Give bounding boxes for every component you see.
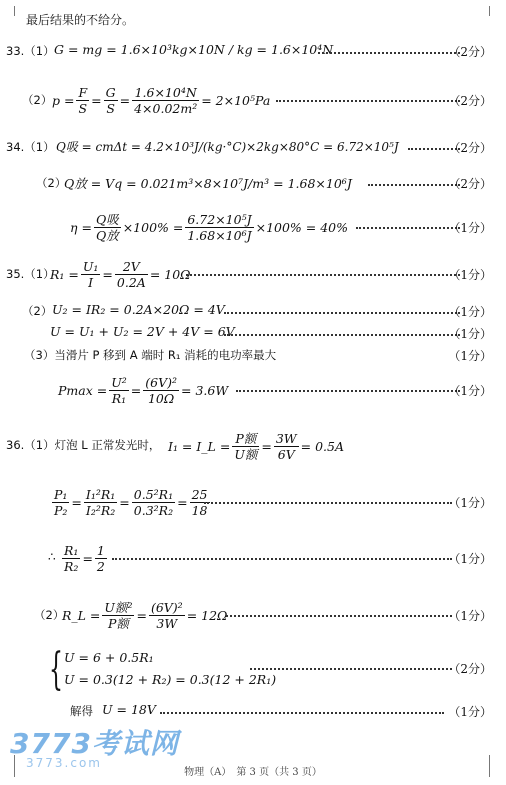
top-note: 最后结果的不给分。 bbox=[26, 13, 135, 27]
numerator: 0.5²R₁ bbox=[133, 486, 174, 502]
q35-p3-score: （1分） bbox=[448, 349, 492, 363]
q34-p1-formula: Q吸 = cmΔt = 4.2×10³J/(kg·°C)×2kg×80°C = 6.72×10⁵J bbox=[56, 140, 399, 154]
formula-lhs: Pmax = bbox=[58, 382, 108, 398]
numerator: R₁ bbox=[64, 542, 79, 558]
denominator: S bbox=[104, 100, 118, 116]
q33-p1-score: （2分） bbox=[448, 45, 492, 59]
numerator: 6.72×10⁵J bbox=[187, 211, 252, 227]
dot-leader bbox=[318, 52, 460, 54]
dot-leader bbox=[186, 274, 460, 276]
dot-leader bbox=[112, 558, 452, 560]
formula-rhs: ×100% = 40% bbox=[255, 219, 349, 235]
q34-p2-label: （2） bbox=[36, 176, 67, 190]
q35-p2b-formula: U = U₁ + U₂ = 2V + 4V = 6V bbox=[50, 324, 235, 339]
numerator: (6V)² bbox=[150, 599, 183, 615]
denominator: 10Ω bbox=[143, 390, 179, 406]
formula-rhs: = 2×10⁵Pa bbox=[201, 92, 271, 108]
q36-label: 36.（1）灯泡 L 正常发光时， bbox=[6, 438, 161, 452]
denominator: 6V bbox=[274, 446, 299, 462]
q35-p2b-score: （1分） bbox=[448, 327, 492, 341]
dot-leader bbox=[226, 615, 452, 617]
q35-p2-formula: U₂ = IR₂ = 0.2A×20Ω = 4V bbox=[52, 302, 225, 317]
crop-mark-top-right bbox=[489, 6, 504, 16]
fraction bbox=[104, 85, 118, 116]
q35-pmax-score: （1分） bbox=[448, 384, 492, 398]
resistance-ratio-formula: $\frac{\text{R₁}}{\text{R₂}}$ = $\frac{1}{2}$ bbox=[64, 542, 105, 574]
q34-part2 bbox=[0, 172, 506, 192]
dot-leader bbox=[356, 227, 460, 229]
q35-label: 35.（1） bbox=[6, 267, 55, 281]
denominator: I bbox=[81, 274, 101, 290]
formula-lhs: R₁ = bbox=[50, 266, 79, 282]
q34-part1 bbox=[0, 136, 506, 156]
numerator: U₁ bbox=[82, 258, 99, 274]
numerator: 1 bbox=[96, 542, 105, 558]
q33-part2 bbox=[0, 82, 506, 122]
watermark-brand: 3773考试网 bbox=[10, 727, 179, 760]
denominator: P₂ bbox=[54, 502, 68, 518]
q36-p2-label: （2） bbox=[34, 608, 65, 622]
fraction bbox=[132, 85, 199, 116]
numerator: Q吸 bbox=[95, 211, 119, 227]
q34-p2-formula: Q放 = Vq = 0.021m³×8×10⁷J/m³ = 1.68×10⁶J bbox=[64, 176, 352, 191]
q35-p2-score: （1分） bbox=[448, 305, 492, 319]
denominator: 18 bbox=[191, 502, 208, 518]
denominator: 0.2A bbox=[116, 274, 146, 290]
fraction bbox=[109, 375, 129, 406]
power-ratio-formula: $\frac{\text{P₁}}{\text{P₂}}$ = $\frac{\text{I₁²R₁}}{\text{I₂²R₂}}$ = $\frac{\text{0.5²R₁}}{\text{0.3²R₂}}$ = $\frac{25}{18}$ bbox=[54, 486, 208, 518]
numerator: P₁ bbox=[54, 486, 68, 502]
denominator: Q放 bbox=[95, 227, 119, 243]
dot-leader bbox=[204, 502, 452, 504]
fraction bbox=[52, 487, 69, 518]
denominator: I₂²R₂ bbox=[85, 502, 116, 518]
q33-p1-formula: G = mg = 1.6×10³kg×10N / kg = 1.6×10⁴N bbox=[54, 42, 334, 57]
formula-mid: ×100% = bbox=[122, 219, 184, 235]
q36-p2-score: （1分） bbox=[448, 609, 492, 623]
numerator: U额² bbox=[104, 599, 133, 615]
fraction bbox=[274, 431, 299, 462]
q35-p1-formula: R₁ = $\frac{\text{U₁}}{I}$ = $\frac{2V}{0.2A}$ = 10Ω bbox=[50, 258, 191, 290]
q33-part1 bbox=[0, 40, 506, 60]
denominator: 1.68×10⁶J bbox=[187, 227, 252, 243]
dot-leader bbox=[224, 312, 460, 314]
q35-p2-label: （2） bbox=[22, 304, 53, 318]
q34-efficiency bbox=[0, 208, 506, 248]
q36-resistance-ratio bbox=[0, 538, 506, 580]
q36-solve bbox=[0, 700, 506, 720]
dot-leader bbox=[276, 100, 460, 102]
watermark-site: 3773.com bbox=[26, 756, 102, 770]
formula-lhs: η = bbox=[70, 219, 92, 235]
numerator: P额 bbox=[235, 430, 257, 446]
q33-p2-label: （2） bbox=[22, 93, 53, 107]
q35-part1 bbox=[0, 256, 506, 294]
system-line-1: U = 6 + 0.5R₁ bbox=[64, 650, 154, 665]
q36-part2 bbox=[0, 594, 506, 638]
q34-eta-score: （1分） bbox=[448, 221, 492, 235]
numerator: 2V bbox=[122, 258, 140, 274]
q35-p1-score: （1分） bbox=[448, 268, 492, 282]
q35-part2b bbox=[0, 322, 506, 342]
q36-p1-formula: I₁ = I_L = $\frac{\text{P额}}{\text{U额}}$ = $\frac{3W}{6V}$ = 0.5A bbox=[168, 430, 345, 462]
fraction bbox=[76, 85, 89, 116]
numerator: F bbox=[78, 84, 88, 100]
numerator: 3W bbox=[275, 430, 297, 446]
crop-mark-top-left bbox=[0, 6, 15, 16]
q35-part2 bbox=[0, 300, 506, 320]
q34-p2-score: （2分） bbox=[448, 177, 492, 191]
pmax-formula: Pmax = $\frac{\text{U²}}{\text{R₁}}$ = $\frac{\text{(6V)²}}{10\Omega}$ = 3.6W bbox=[58, 374, 229, 406]
numerator: I₁²R₁ bbox=[85, 486, 116, 502]
fraction bbox=[102, 600, 134, 631]
q36-part1 bbox=[0, 426, 506, 468]
fraction bbox=[149, 600, 185, 631]
formula-lhs: I₁ = I_L = bbox=[168, 438, 231, 454]
fraction bbox=[185, 212, 253, 243]
numerator: U² bbox=[111, 374, 127, 390]
page-footer: 物理（A） 第 3 页（共 3 页） bbox=[184, 767, 322, 778]
q33-p2-formula: p = $\frac{F}{S}$ = $\frac{G}{S}$ = $\frac{\text{1.6×10⁴N}}{\text{4×0.02m²}}$ = 2×10⁵Pa bbox=[52, 84, 271, 116]
fraction bbox=[95, 543, 107, 574]
denominator: R₂ bbox=[64, 558, 79, 574]
therefore-symbol: ∴ bbox=[48, 550, 56, 564]
q36-power-ratio bbox=[0, 482, 506, 524]
formula-lhs: R_L = bbox=[62, 607, 101, 623]
dot-leader bbox=[236, 390, 460, 392]
fraction bbox=[143, 375, 179, 406]
formula-rhs: = 10Ω bbox=[149, 266, 191, 282]
denominator: R₁ bbox=[109, 390, 129, 406]
solve-formula: U = 18V bbox=[102, 702, 156, 717]
formula-rhs: = 12Ω bbox=[186, 607, 228, 623]
denominator: S bbox=[76, 100, 89, 116]
fraction bbox=[62, 543, 80, 574]
numerator: 25 bbox=[191, 486, 208, 502]
left-brace: { bbox=[49, 644, 63, 695]
q35-part3 bbox=[0, 344, 506, 364]
denominator: U额 bbox=[234, 446, 258, 462]
fraction bbox=[132, 487, 175, 518]
solve-label: 解得 bbox=[70, 704, 93, 718]
denominator: 4×0.02m² bbox=[134, 100, 198, 116]
denominator: 0.3²R₂ bbox=[133, 502, 174, 518]
efficiency-formula bbox=[70, 208, 348, 246]
numerator: 1.6×10⁴N bbox=[134, 84, 197, 100]
denominator: 2 bbox=[96, 558, 105, 574]
numerator: G bbox=[105, 84, 116, 100]
q34-label: 34.（1） bbox=[6, 140, 55, 154]
q36-equation-system bbox=[0, 644, 506, 695]
system-line-2: U = 0.3(12 + R₂) = 0.3(12 + 2R₁) bbox=[64, 672, 277, 687]
q36-solve-score: （1分） bbox=[448, 705, 492, 719]
fraction bbox=[115, 259, 148, 290]
q33-label: 33.（1） bbox=[6, 44, 55, 58]
dot-leader bbox=[160, 712, 444, 714]
q35-p3-text: （3）当滑片 P 移到 A 端时 R₁ 消耗的电功率最大 bbox=[24, 348, 277, 362]
formula-rhs: = 3.6W bbox=[181, 382, 229, 398]
dot-leader bbox=[224, 334, 460, 336]
fraction bbox=[81, 259, 101, 290]
denominator: 3W bbox=[149, 615, 185, 631]
q35-pmax bbox=[0, 370, 506, 412]
q34-p1-score: （2分） bbox=[448, 141, 492, 155]
fraction bbox=[94, 212, 121, 243]
q36-r-score: （1分） bbox=[448, 552, 492, 566]
q36-p2-formula: R_L = $\frac{\text{U额²}}{\text{P额}}$ = $\frac{\text{(6V)²}}{3W}$ = 12Ω bbox=[62, 599, 228, 631]
q36-ratio-score: （1分） bbox=[448, 496, 492, 510]
numerator: (6V)² bbox=[145, 374, 177, 390]
fraction bbox=[232, 431, 259, 462]
formula-lhs: p = bbox=[52, 92, 75, 108]
dot-leader bbox=[250, 668, 452, 670]
dot-leader bbox=[368, 184, 460, 186]
formula-rhs: = 0.5A bbox=[300, 438, 345, 454]
fraction bbox=[84, 487, 117, 518]
q36-sys-score: （2分） bbox=[448, 662, 492, 676]
q33-p2-score: （2分） bbox=[448, 94, 492, 108]
denominator: P额 bbox=[102, 615, 134, 631]
